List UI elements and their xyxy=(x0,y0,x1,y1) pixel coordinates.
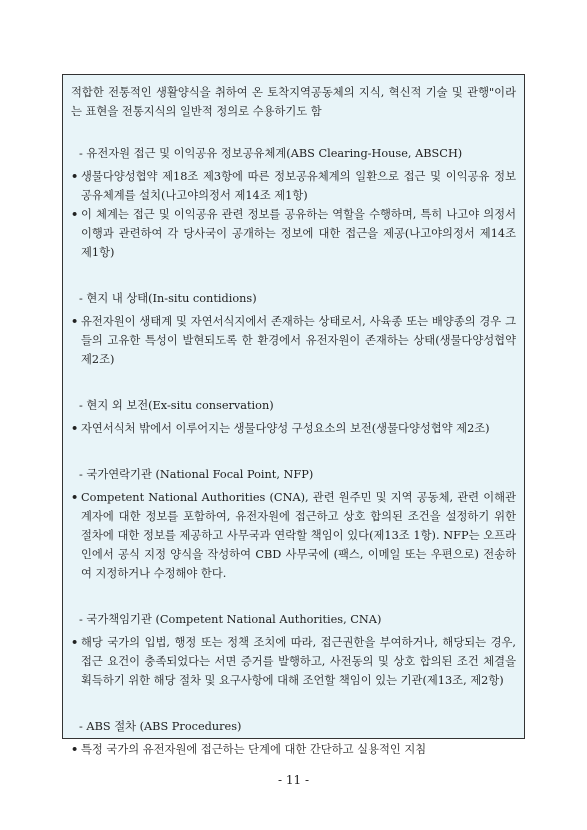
list-item xyxy=(71,167,516,205)
section-title: - 현지 내 상태(In-situ contidions) xyxy=(79,292,257,305)
bullet-text: 자연서식처 밖에서 이루어지는 생물다양성 구성요소의 보전(생물다양성협약 제2조) xyxy=(81,422,490,435)
list-item xyxy=(71,205,516,262)
bullet-text: 특정 국가의 유전자원에 접근하는 단계에 대한 간단하고 실용적인 지침 xyxy=(81,743,427,756)
section-nfp xyxy=(71,465,516,583)
bullet-icon: • xyxy=(71,490,79,504)
bullet-icon: • xyxy=(71,169,79,183)
section-ex-situ xyxy=(71,396,516,438)
bullet-text: 해당 국가의 입법, 행정 또는 정책 조치에 따라, 접근권한을 부여하거나, 해당되는 경우, 접근 요건이 충족되었다는 서면 증거를 발행하고, 사전동의 및 상호 합의된 조건 체결을 획득하기 위한 해당 절차 및 요구사항에 대해 조언할 책임이 있는 기관(제13조, 제2항) xyxy=(81,636,516,687)
list-item xyxy=(71,633,516,690)
intro-paragraph: 적합한 전통적인 생활양식을 취하여 온 토착지역공동체의 지식, 혁신적 기술 및 관행"이라는 표현을 전통지식의 일반적 정의로 수용하기도 함 xyxy=(71,86,516,118)
bullet-icon: • xyxy=(71,635,79,649)
bullet-icon: • xyxy=(71,207,79,221)
bullet-icon: • xyxy=(71,742,79,756)
bullet-text: 유전자원이 생태계 및 자연서식지에서 존재하는 상태로서, 사육종 또는 배양종의 경우 그들의 고유한 특성이 발현되도록 한 환경에서 유전자원이 존재하는 상태(생물다양성협약 제2조) xyxy=(81,315,516,366)
bullet-text: 생물다양성협약 제18조 제3항에 따른 정보공유체계의 일환으로 접근 및 이익공유 정보공유체계를 설치(나고야의정서 제14조 제1항) xyxy=(81,170,516,202)
section-in-situ xyxy=(71,289,516,369)
section-abs-procedures xyxy=(71,717,516,759)
section-title: - 현지 외 보전(Ex-situ conservation) xyxy=(79,399,274,412)
section-title: - ABS 절차 (ABS Procedures) xyxy=(79,720,242,733)
bullet-icon: • xyxy=(71,421,79,435)
bullet-text: Competent National Authorities (CNA), 관련 원주민 및 지역 공동체, 관련 이해관계자에 대한 정보를 포함하여, 유전자원에 접근하고 상호 합의된 조건을 설정하기 위한 절차에 대한 정보를 제공하고 사무국과 연락할 책임이 있다(제13조 1항). NFP는 오프라인에서 공식 지정 양식을 작성하여 CBD 사무국에 (팩스, 이메일 또는 우편으로) 전송하여 지정하거나 수정해야 한다. xyxy=(81,491,516,580)
bullet-icon: • xyxy=(71,314,79,328)
list-item xyxy=(71,740,516,759)
definition-box xyxy=(62,74,525,756)
section-cna xyxy=(71,610,516,690)
list-item xyxy=(71,312,516,369)
section-title: - 유전자원 접근 및 이익공유 정보공유체계(ABS Clearing-House, ABSCH) xyxy=(79,147,463,160)
page-number: - 11 - xyxy=(277,773,309,787)
section-absch xyxy=(71,144,516,262)
section-title: - 국가책임기관 (Competent National Authorities, CNA) xyxy=(79,613,382,626)
bullet-text: 이 체계는 접근 및 이익공유 관련 정보를 공유하는 역할을 수행하며, 특히 나고야 의정서 이행과 관련하여 각 당사국이 공개하는 정보에 대한 접근을 제공(나고야의정서 제14조 제1항) xyxy=(81,208,516,259)
list-item xyxy=(71,419,516,438)
box-content xyxy=(71,83,516,759)
list-item xyxy=(71,488,516,583)
section-title: - 국가연락기관 (National Focal Point, NFP) xyxy=(79,468,314,481)
